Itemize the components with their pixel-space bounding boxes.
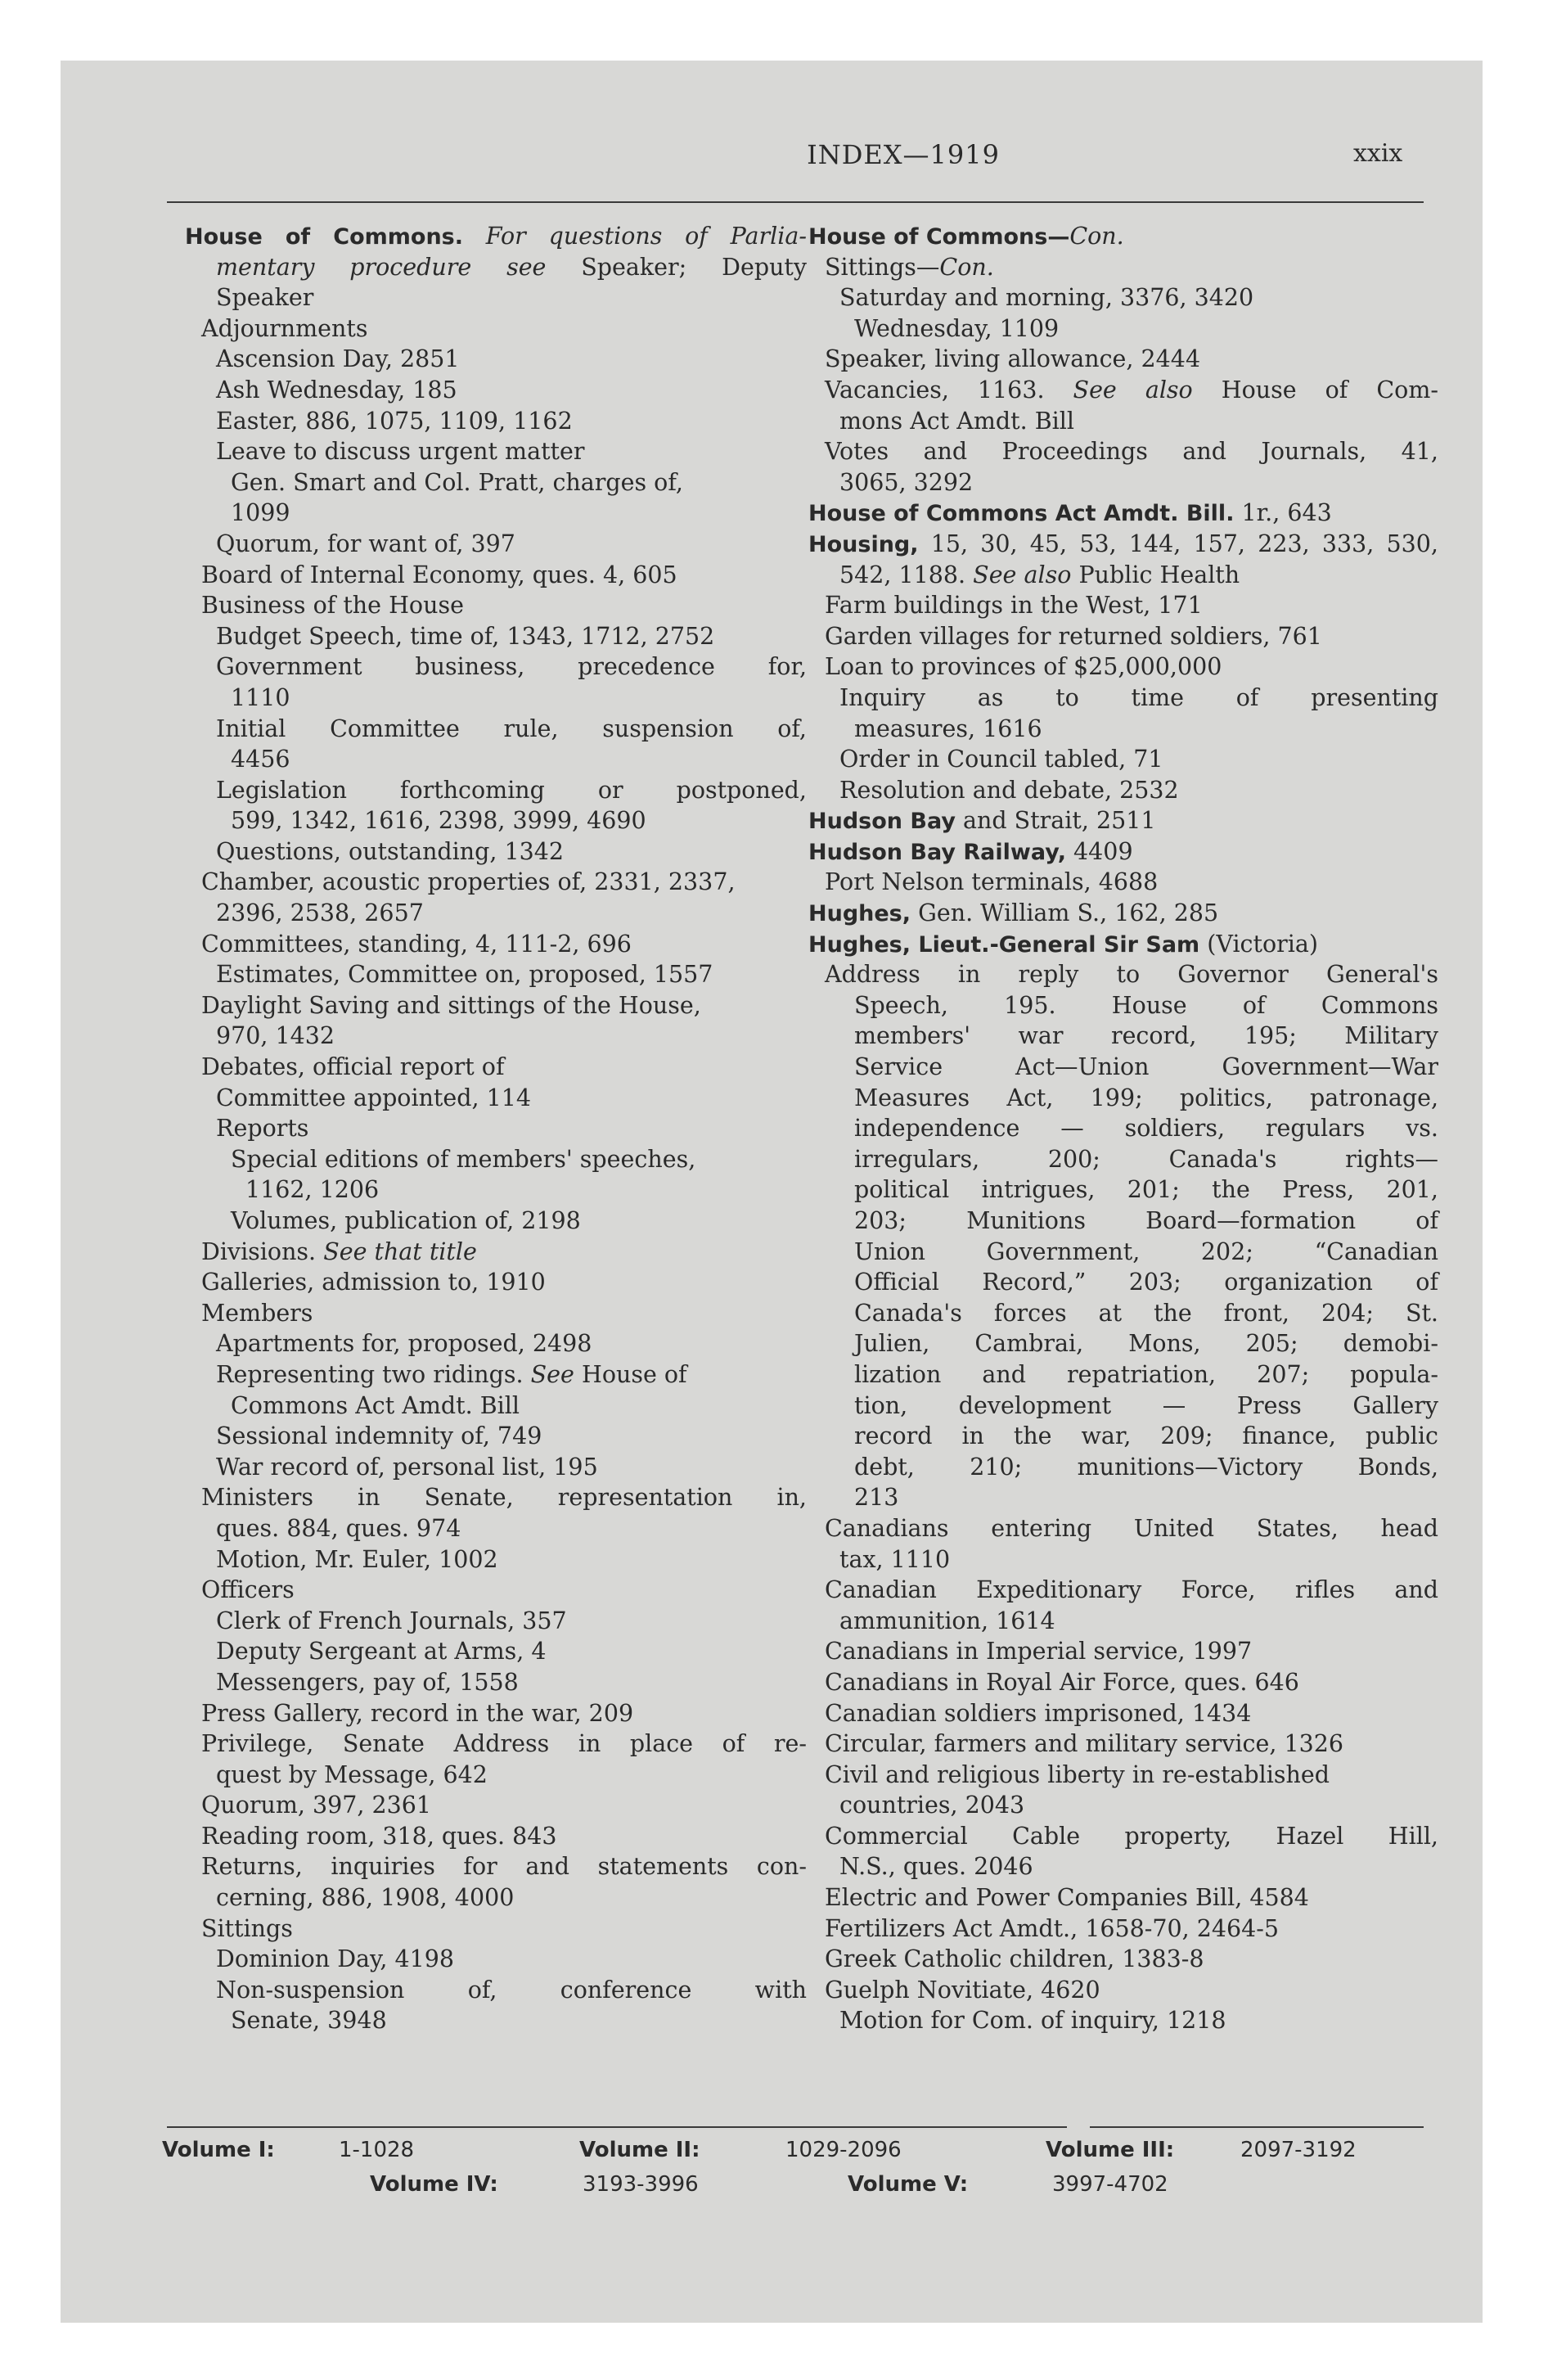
index-entry-line — [808, 836, 1438, 868]
entry-text: Reports — [216, 1115, 309, 1143]
index-entry-line — [808, 436, 1438, 467]
entry-text: 4456 — [231, 746, 290, 773]
entry-text: 1162, 1206 — [245, 1176, 380, 1204]
entry-text: Members — [201, 1299, 313, 1327]
volume-5-range: 3997-4702 — [1052, 2172, 1168, 2197]
entry-text: Business of the House — [201, 592, 464, 620]
entry-text: Deputy Sergeant at Arms, 4 — [216, 1638, 547, 1666]
entry-text: Guelph Novitiate, 4620 — [825, 1976, 1100, 2004]
index-entry-line — [808, 683, 1438, 714]
entry-text: independence — soldiers, regulars vs. — [854, 1115, 1438, 1143]
volume-2-range: 1029-2096 — [785, 2138, 902, 2162]
index-entry-line — [185, 1790, 807, 1821]
entry-text: Canadian Expeditionary Force, rifles and — [825, 1576, 1438, 1604]
entry-text: Greek Catholic children, 1383-8 — [825, 1945, 1204, 1973]
index-entry-line — [185, 805, 807, 836]
entry-text: Initial Committee rule, suspension of, — [216, 714, 807, 742]
index-entry-line — [185, 1237, 807, 1268]
entry-text: Saturday and morning, 3376, 3420 — [839, 284, 1254, 312]
index-entry-line — [185, 1083, 807, 1114]
index-entry-line — [808, 1944, 1438, 1975]
index-entry-line — [808, 867, 1438, 898]
entry-text: Board of Internal Economy, ques. 4, 605 — [201, 561, 677, 588]
entry-text: 15, 30, 45, 53, 144, 157, 223, 333, 530, — [918, 530, 1438, 557]
entry-text: Estimates, Committee on, proposed, 1557 — [216, 961, 713, 989]
index-entry-line — [185, 929, 807, 960]
index-entry-line — [808, 1174, 1438, 1206]
italic-text: Con. — [939, 253, 994, 281]
index-entry-line — [808, 1391, 1438, 1422]
index-entry-line — [185, 651, 807, 683]
index-entry-line — [808, 467, 1438, 498]
italic-text: For questions of Parlia- — [485, 223, 807, 250]
entry-text: Civil and religious liberty in re-established — [825, 1760, 1330, 1788]
index-entry-line — [185, 621, 807, 652]
index-entry-line — [808, 1667, 1438, 1698]
italic-text: mentary procedure see — [216, 253, 547, 281]
index-entry-line — [808, 1452, 1438, 1483]
index-entry-line — [808, 959, 1438, 990]
entry-text: Sittings— — [825, 253, 940, 281]
entry-text: Gen. Smart and Col. Pratt, charges of, — [231, 468, 683, 496]
index-entry-line — [185, 1021, 807, 1052]
index-entry-line — [808, 805, 1438, 836]
volume-1-label: Volume I: — [162, 2138, 275, 2162]
entry-text: Committees, standing, 4, 111-2, 696 — [201, 930, 632, 958]
entry-text: Leave to discuss urgent matter — [216, 438, 585, 466]
index-entry-line — [808, 1790, 1438, 1821]
index-entry-line — [808, 1975, 1438, 2006]
entry-text: and Strait, 2511 — [955, 807, 1156, 835]
index-entry-line — [808, 1052, 1438, 1083]
entry-text: Motion for Com. of inquiry, 1218 — [839, 2007, 1226, 2035]
volume-4-range: 3193-3996 — [583, 2172, 699, 2197]
index-entry-line — [185, 282, 807, 313]
index-entry-line — [808, 221, 1438, 252]
index-entry-line — [185, 1575, 807, 1606]
entry-text: members' war record, 195; Military — [854, 1022, 1438, 1050]
entry-text: 1099 — [231, 499, 290, 527]
index-entry-line — [185, 252, 807, 283]
index-entry-line — [185, 436, 807, 467]
entry-text: Address in reply to Governor General's — [825, 961, 1438, 989]
entry-text: Officers — [201, 1576, 295, 1604]
entry-text: Canada's forces at the front, 204; St. — [854, 1299, 1438, 1327]
entry-text: Speaker; Deputy — [546, 253, 807, 281]
entry-text: tax, 1110 — [839, 1545, 951, 1573]
index-entry-line — [185, 1821, 807, 1852]
index-entry-line — [808, 529, 1438, 560]
header-rule — [167, 201, 1424, 203]
index-entry-line — [185, 1144, 807, 1175]
index-column-left — [185, 221, 807, 2036]
entry-text: ques. 884, ques. 974 — [216, 1514, 461, 1542]
entry-text: Dominion Day, 4198 — [216, 1945, 454, 1973]
entry-text: countries, 2043 — [839, 1792, 1025, 1819]
entry-text: debt, 210; munitions—Victory Bonds, — [854, 1453, 1438, 1481]
volume-3-label: Volume III: — [1046, 2138, 1175, 2162]
entry-text: 1r., 643 — [1234, 499, 1332, 527]
entry-text: Quorum, 397, 2361 — [201, 1792, 432, 1819]
entry-text: Adjournments — [201, 314, 368, 342]
index-entry-line — [808, 375, 1438, 406]
index-entry-line — [185, 775, 807, 806]
volume-3-range: 2097-3192 — [1240, 2138, 1357, 2162]
entry-heading: House of Commons. — [185, 224, 464, 250]
entry-text: Speaker — [216, 284, 314, 312]
entry-text: Farm buildings in the West, 171 — [825, 592, 1203, 620]
index-entry-line — [185, 406, 807, 437]
entry-text: Returns, inquiries for and statements con- — [201, 1853, 807, 1881]
index-entry-line — [808, 929, 1438, 960]
index-entry-line — [185, 467, 807, 498]
index-entry-line — [185, 221, 807, 252]
entry-text: Circular, farmers and military service, 1326 — [825, 1730, 1343, 1758]
index-entry-line — [808, 744, 1438, 775]
index-entry-line — [808, 621, 1438, 652]
entry-text: Resolution and debate, 2532 — [839, 776, 1179, 804]
italic-text: See — [530, 1360, 574, 1388]
entry-text: Reading room, 318, ques. 843 — [201, 1822, 557, 1850]
volume-1-range: 1-1028 — [339, 2138, 415, 2162]
entry-text: Volumes, publication of, 2198 — [231, 1207, 581, 1234]
index-entry-line — [185, 1913, 807, 1945]
entry-text: 203; Munitions Board—formation of — [854, 1207, 1438, 1234]
entry-text: House of Com- — [1192, 376, 1438, 403]
index-entry-line — [808, 313, 1438, 345]
italic-text: Con. — [1069, 223, 1124, 250]
entry-text: Questions, outstanding, 1342 — [216, 837, 565, 865]
entry-text: Special editions of members' speeches, — [231, 1145, 696, 1173]
entry-text: quest by Message, 642 — [216, 1760, 488, 1788]
index-entry-line — [185, 1760, 807, 1791]
entry-text: ammunition, 1614 — [839, 1607, 1055, 1634]
index-entry-line — [808, 1482, 1438, 1513]
entry-text: Ascension Day, 2851 — [216, 345, 460, 373]
index-entry-line — [808, 1144, 1438, 1175]
index-entry-line — [185, 898, 807, 929]
entry-text: Sittings — [201, 1914, 293, 1942]
entry-text: Electric and Power Companies Bill, 4584 — [825, 1884, 1309, 1912]
entry-text — [463, 223, 486, 250]
entry-text: Gen. William S., 162, 285 — [911, 899, 1219, 927]
index-entry-line — [808, 1359, 1438, 1391]
index-entry-line — [808, 1698, 1438, 1729]
entry-text: Speech, 195. House of Commons — [854, 991, 1438, 1019]
volume-5-label: Volume V: — [848, 2172, 969, 2197]
entry-text: Commons Act Amdt. Bill — [231, 1391, 520, 1419]
page-number: xxix — [1353, 139, 1403, 168]
index-entry-line — [808, 1851, 1438, 1882]
index-entry-line — [185, 714, 807, 745]
entry-text: Senate, 3948 — [231, 2007, 387, 2035]
entry-text: 599, 1342, 1616, 2398, 3999, 4690 — [231, 807, 646, 835]
entry-text: 1110 — [231, 683, 290, 711]
entry-text: 970, 1432 — [216, 1022, 335, 1050]
index-entry-line — [185, 1729, 807, 1760]
entry-text: Budget Speech, time of, 1343, 1712, 2752 — [216, 622, 715, 650]
index-entry-line — [185, 1667, 807, 1698]
index-entry-line — [185, 744, 807, 775]
index-entry-line — [808, 1113, 1438, 1144]
index-entry-line — [808, 1083, 1438, 1114]
entry-text: Inquiry as to time of presenting — [839, 683, 1438, 711]
entry-text: tion, development — Press Gallery — [854, 1391, 1438, 1419]
index-entry-line — [808, 1298, 1438, 1329]
index-entry-line — [808, 406, 1438, 437]
entry-heading: Hughes, Lieut.-General Sir Sam — [808, 931, 1200, 958]
entry-text: Order in Council tabled, 71 — [839, 746, 1163, 773]
index-entry-line — [185, 1513, 807, 1544]
index-entry-line — [185, 1452, 807, 1483]
entry-text: Government business, precedence for, — [216, 653, 807, 681]
index-entry-line — [185, 529, 807, 560]
index-entry-line — [808, 1328, 1438, 1359]
index-entry-line — [808, 1821, 1438, 1852]
italic-text: See also — [1073, 376, 1193, 403]
entry-text: Privilege, Senate Address in place of re- — [201, 1730, 807, 1758]
entry-text: Motion, Mr. Euler, 1002 — [216, 1545, 498, 1573]
page-title: INDEX—1919 — [807, 139, 1000, 170]
entry-heading: House of Commons— — [808, 224, 1070, 250]
index-column-right — [808, 221, 1438, 2036]
entry-text: 2396, 2538, 2657 — [216, 899, 424, 927]
entry-text: 4409 — [1065, 837, 1133, 865]
entry-text: Commercial Cable property, Hazel Hill, — [825, 1822, 1438, 1850]
entry-text: Non-suspension of, conference with — [216, 1976, 807, 2004]
entry-heading: Hudson Bay Railway, — [808, 839, 1066, 865]
entry-text: Apartments for, proposed, 2498 — [216, 1330, 592, 1358]
index-entry-line — [808, 1882, 1438, 1913]
index-entry-line — [185, 1944, 807, 1975]
index-entry-line — [185, 1113, 807, 1144]
index-page — [61, 61, 1483, 2323]
index-entry-line — [808, 498, 1438, 529]
entry-text: Speaker, living allowance, 2444 — [825, 345, 1201, 373]
entry-text: Divisions. — [201, 1237, 324, 1265]
italic-text: See also — [973, 561, 1072, 588]
index-entry-line — [185, 1359, 807, 1391]
entry-text: Vacancies, 1163. — [825, 376, 1073, 403]
index-entry-line — [808, 775, 1438, 806]
entry-text: Loan to provinces of $25,000,000 — [825, 653, 1222, 681]
entry-heading: Hudson Bay — [808, 809, 956, 835]
index-entry-line — [185, 990, 807, 1021]
entry-text: Messengers, pay of, 1558 — [216, 1668, 519, 1696]
index-entry-line — [185, 1482, 807, 1513]
index-entry-line — [185, 1174, 807, 1206]
entry-text: Port Nelson terminals, 4688 — [825, 868, 1159, 896]
entry-text: measures, 1616 — [854, 714, 1042, 742]
entry-text: Sessional indemnity of, 749 — [216, 1422, 542, 1450]
entry-heading: House of Commons Act Amdt. Bill. — [808, 501, 1235, 527]
entry-text: War record of, personal list, 195 — [216, 1453, 598, 1481]
entry-text: Wednesday, 1109 — [854, 314, 1060, 342]
index-entry-line — [808, 1021, 1438, 1052]
index-entry-line — [185, 344, 807, 375]
index-entry-line — [185, 1636, 807, 1667]
entry-text: Measures Act, 199; politics, patronage, — [854, 1084, 1438, 1111]
index-entry-line — [185, 2005, 807, 2036]
volume-2-label: Volume II: — [579, 2138, 700, 2162]
entry-text: Representing two ridings. — [216, 1360, 531, 1388]
entry-text: 542, 1188. — [839, 561, 974, 588]
index-entry-line — [808, 1206, 1438, 1237]
italic-text: See that title — [323, 1237, 477, 1265]
index-entry-line — [185, 1391, 807, 1422]
entry-text: Quorum, for want of, 397 — [216, 530, 515, 557]
index-entry-line — [808, 990, 1438, 1021]
index-entry-line — [808, 282, 1438, 313]
entry-text: Julien, Cambrai, Mons, 205; demobi- — [854, 1330, 1438, 1358]
index-entry-line — [185, 867, 807, 898]
entry-text: Ministers in Senate, representation in, — [201, 1484, 807, 1512]
entry-heading: Housing, — [808, 531, 919, 557]
index-entry-line — [185, 959, 807, 990]
index-entry-line — [185, 1882, 807, 1913]
entry-text: Chamber, acoustic properties of, 2331, 2337, — [201, 868, 736, 896]
entry-text: Canadians entering United States, head — [825, 1514, 1438, 1542]
index-entry-line — [808, 1575, 1438, 1606]
entry-text: political intrigues, 201; the Press, 201, — [854, 1176, 1438, 1204]
index-entry-line — [808, 651, 1438, 683]
entry-text: Ash Wednesday, 185 — [216, 376, 457, 403]
index-entry-line — [808, 1913, 1438, 1945]
index-entry-line — [808, 714, 1438, 745]
entry-text: Canadians in Imperial service, 1997 — [825, 1638, 1253, 1666]
index-entry-line — [808, 1544, 1438, 1575]
entry-text: Easter, 886, 1075, 1109, 1162 — [216, 407, 573, 435]
index-entry-line — [808, 1760, 1438, 1791]
index-entry-line — [185, 1851, 807, 1882]
index-entry-line — [185, 560, 807, 591]
entry-text: Service Act—Union Government—War — [854, 1053, 1438, 1081]
index-entry-line — [185, 498, 807, 529]
entry-text: Committee appointed, 114 — [216, 1084, 532, 1111]
entry-text: (Victoria) — [1199, 930, 1318, 958]
entry-text: House of — [574, 1360, 687, 1388]
index-entry-line — [185, 590, 807, 621]
index-entry-line — [185, 1544, 807, 1575]
entry-heading: Hughes, — [808, 901, 911, 927]
entry-text: Galleries, admission to, 1910 — [201, 1269, 546, 1296]
entry-text: record in the war, 209; finance, public — [854, 1422, 1438, 1450]
entry-text: Canadian soldiers imprisoned, 1434 — [825, 1699, 1252, 1727]
entry-text: Press Gallery, record in the war, 209 — [201, 1699, 634, 1727]
index-entry-line — [185, 1298, 807, 1329]
entry-text: Debates, official report of — [201, 1053, 505, 1081]
index-entry-line — [808, 898, 1438, 929]
entry-text: Daylight Saving and sittings of the House, — [201, 991, 701, 1019]
index-entry-line — [808, 1606, 1438, 1637]
index-entry-line — [808, 344, 1438, 375]
entry-text: N.S., ques. 2046 — [839, 1853, 1033, 1881]
entry-text: Union Government, 202; “Canadian — [854, 1237, 1438, 1265]
entry-text: Clerk of French Journals, 357 — [216, 1607, 567, 1634]
index-entry-line — [185, 1267, 807, 1298]
entry-text: Public Health — [1071, 561, 1240, 588]
index-entry-line — [185, 1698, 807, 1729]
index-entry-line — [185, 1421, 807, 1452]
entry-text: Votes and Proceedings and Journals, 41, — [825, 438, 1438, 466]
entry-text: Fertilizers Act Amdt., 1658-70, 2464-5 — [825, 1914, 1280, 1942]
index-entry-line — [185, 1328, 807, 1359]
index-entry-line — [808, 1636, 1438, 1667]
index-entry-line — [185, 1606, 807, 1637]
entry-text: cerning, 886, 1908, 4000 — [216, 1884, 515, 1912]
index-entry-line — [808, 1237, 1438, 1268]
entry-text: Legislation forthcoming or postponed, — [216, 776, 807, 804]
entry-text: mons Act Amdt. Bill — [839, 407, 1074, 435]
entry-text: 3065, 3292 — [839, 468, 974, 496]
index-entry-line — [185, 683, 807, 714]
index-entry-line — [808, 590, 1438, 621]
volume-legend — [61, 2126, 1483, 2200]
entry-text: Official Record,” 203; organization of — [854, 1269, 1438, 1296]
entry-text: irregulars, 200; Canada's rights— — [854, 1145, 1438, 1173]
index-entry-line — [808, 1729, 1438, 1760]
index-entry-line — [185, 1975, 807, 2006]
index-entry-line — [808, 560, 1438, 591]
index-entry-line — [808, 1513, 1438, 1544]
index-entry-line — [185, 313, 807, 345]
index-entry-line — [808, 1267, 1438, 1298]
index-entry-line — [185, 375, 807, 406]
index-entry-line — [808, 2005, 1438, 2036]
index-entry-line — [808, 252, 1438, 283]
index-entry-line — [185, 836, 807, 868]
index-entry-line — [185, 1206, 807, 1237]
entry-text: Garden villages for returned soldiers, 761 — [825, 622, 1322, 650]
volume-4-label: Volume IV: — [370, 2172, 498, 2197]
entry-text: 213 — [854, 1484, 899, 1512]
index-entry-line — [185, 1052, 807, 1083]
entry-text: lization and repatriation, 207; popula- — [854, 1360, 1438, 1388]
entry-text: Canadians in Royal Air Force, ques. 646 — [825, 1668, 1299, 1696]
index-entry-line — [808, 1421, 1438, 1452]
